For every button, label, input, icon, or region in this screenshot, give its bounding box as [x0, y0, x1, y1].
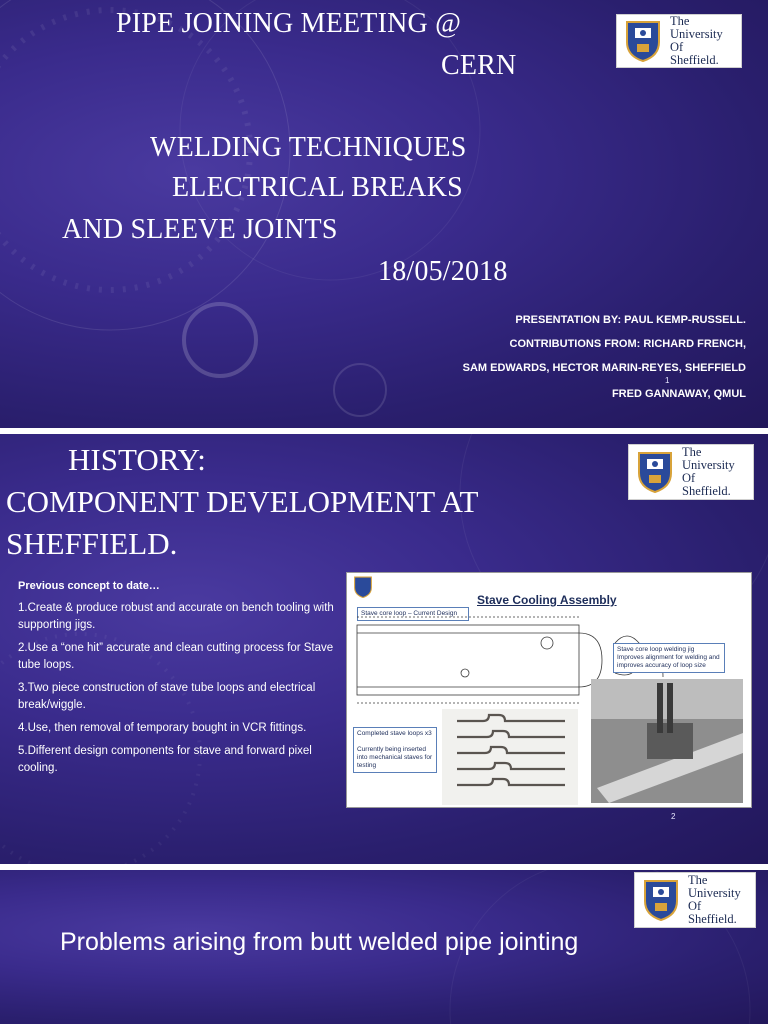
- heading-line-1: HISTORY:: [68, 442, 206, 477]
- credit-qmul: FRED GANNAWAY, QMUL: [611, 388, 746, 400]
- heading-line-3: SHEFFIELD.: [6, 526, 178, 561]
- logo-text-line: Sheffield.: [682, 484, 731, 498]
- logo-text-line: University: [682, 458, 735, 472]
- callout-current-design: Stave core loop – Current Design: [357, 607, 469, 621]
- university-crest-icon: [625, 20, 661, 62]
- figure-title: Stave Cooling Assembly: [477, 593, 617, 607]
- list-intro: Previous concept to date…: [18, 580, 160, 592]
- page-number: 1: [665, 376, 670, 385]
- title-slide: [0, 0, 768, 428]
- problems-slide: [0, 870, 768, 1024]
- logo-text-line: The: [682, 445, 702, 459]
- callout-completed-loops: Completed stave loops x3 Currently being inserted into mechanical staves for testing: [353, 727, 437, 773]
- list-item: 4.Use, then removal of temporary bought in VCR fittings.: [18, 722, 307, 734]
- list-item: 5.Different design components for stave and forward pixel cooling.: [18, 745, 312, 774]
- title-line-2: CERN: [441, 50, 517, 81]
- list-item: 2.Use a “one hit” accurate and clean cutting process for Stave tube loops.: [18, 642, 334, 671]
- credit-sheffield: SAM EDWARDS, HECTOR MARIN-REYES, SHEFFIELD: [462, 362, 746, 374]
- title-line-1: PIPE JOINING MEETING @: [116, 8, 462, 39]
- university-logo: [634, 872, 756, 928]
- university-logo: [616, 14, 742, 68]
- history-slide: [0, 434, 768, 864]
- heading-line-2: COMPONENT DEVELOPMENT AT: [6, 484, 479, 519]
- stave-cooling-assembly-figure: [346, 572, 752, 808]
- subtitle-line-2: ELECTRICAL BREAKS: [172, 172, 463, 203]
- logo-text-line: Of: [688, 899, 702, 913]
- callout-welding-jig: Stave core loop welding jig Improves alignment for welding and improves accuracy of loop size: [613, 643, 725, 673]
- university-crest-icon: [637, 451, 673, 493]
- logo-text-line: The: [670, 14, 690, 28]
- credit-contributions: CONTRIBUTIONS FROM: RICHARD FRENCH,: [509, 338, 746, 350]
- logo-text-line: The: [688, 873, 708, 887]
- problems-heading: Problems arising from butt welded pipe jointing: [60, 928, 579, 956]
- credit-presenter: PRESENTATION BY: PAUL KEMP-RUSSELL.: [515, 314, 746, 326]
- logo-text-line: Of: [670, 40, 684, 54]
- list-item: 1.Create & produce robust and accurate on bench tooling with supporting jigs.: [18, 602, 334, 631]
- subtitle-line-3: AND SLEEVE JOINTS: [62, 214, 338, 245]
- subtitle-line-1: WELDING TECHNIQUES: [150, 132, 467, 163]
- logo-text-line: University: [688, 886, 741, 900]
- list-item: 3.Two piece construction of stave tube loops and electrical break/wiggle.: [18, 682, 316, 711]
- logo-text-line: Of: [682, 471, 696, 485]
- concept-list: [18, 580, 336, 783]
- university-logo: [628, 444, 754, 500]
- logo-text-line: University: [670, 27, 723, 41]
- presentation-date: 18/05/2018: [378, 256, 508, 287]
- page-number: 2: [671, 812, 676, 821]
- university-crest-icon: [643, 879, 679, 921]
- logo-text-line: Sheffield.: [670, 53, 719, 67]
- logo-text-line: Sheffield.: [688, 912, 737, 926]
